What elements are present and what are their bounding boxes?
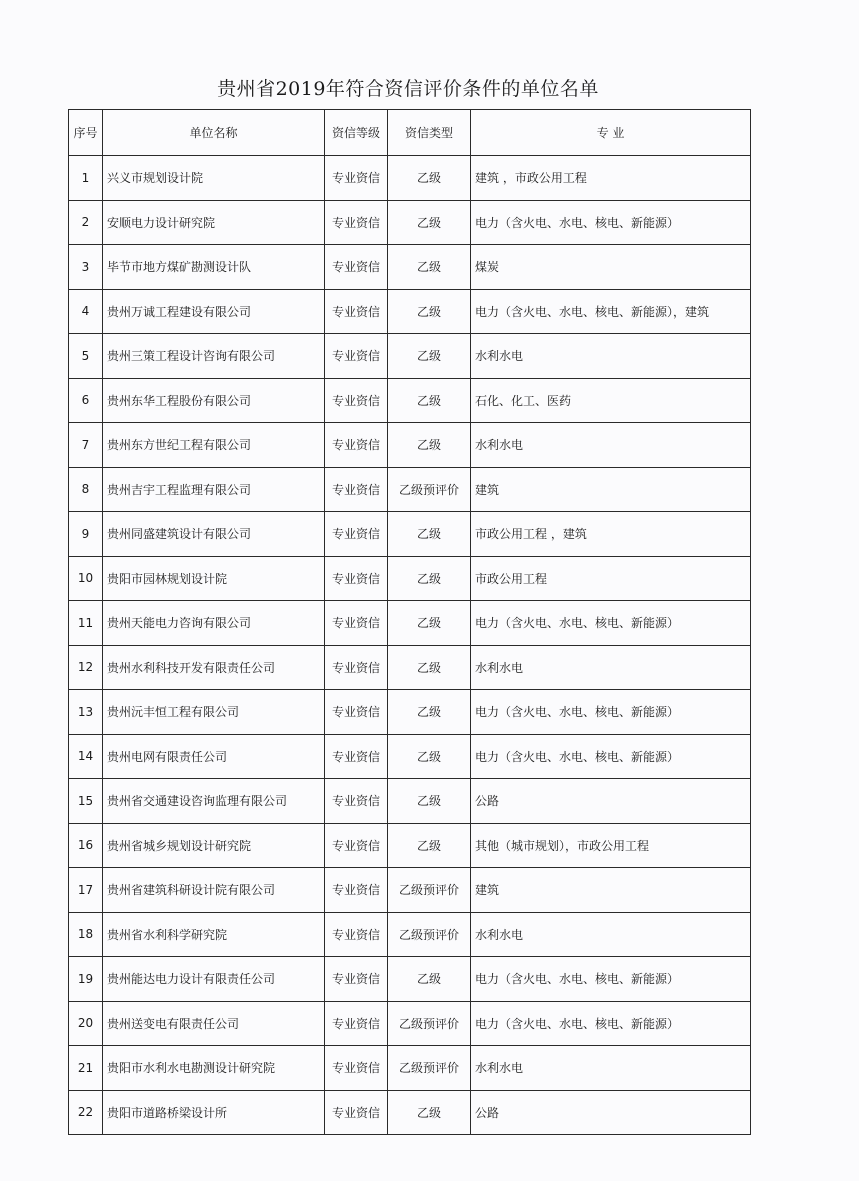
cell-unit-name: 贵州电网有限责任公司 (103, 734, 325, 779)
cell-no: 18 (69, 912, 103, 957)
cell-credit-type: 乙级预评价 (388, 912, 471, 957)
cell-major: 电力（含火电、水电、核电、新能源） (471, 1001, 751, 1046)
cell-credit-level: 专业资信 (325, 378, 388, 423)
cell-credit-level: 专业资信 (325, 690, 388, 735)
cell-credit-level: 专业资信 (325, 957, 388, 1002)
cell-credit-level: 专业资信 (325, 1046, 388, 1091)
cell-unit-name: 贵州东华工程股份有限公司 (103, 378, 325, 423)
cell-credit-type: 乙级 (388, 289, 471, 334)
table-row (69, 1001, 751, 1046)
cell-credit-level: 专业资信 (325, 779, 388, 824)
cell-unit-name: 贵州天能电力咨询有限公司 (103, 601, 325, 646)
cell-no: 6 (69, 378, 103, 423)
cell-major: 石化、化工、医药 (471, 378, 751, 423)
table-row (69, 378, 751, 423)
table-row (69, 156, 751, 201)
cell-major: 水利水电 (471, 912, 751, 957)
cell-unit-name: 贵阳市园林规划设计院 (103, 556, 325, 601)
cell-no: 1 (69, 156, 103, 201)
cell-no: 11 (69, 601, 103, 646)
cell-major: 公路 (471, 779, 751, 824)
cell-major: 电力（含火电、水电、核电、新能源） (471, 200, 751, 245)
table-row (69, 690, 751, 735)
cell-no: 22 (69, 1090, 103, 1135)
cell-no: 4 (69, 289, 103, 334)
cell-credit-level: 专业资信 (325, 645, 388, 690)
cell-credit-type: 乙级 (388, 734, 471, 779)
table-header-row (69, 110, 751, 156)
cell-credit-type: 乙级 (388, 779, 471, 824)
cell-credit-level: 专业资信 (325, 601, 388, 646)
cell-credit-type: 乙级 (388, 200, 471, 245)
cell-credit-type: 乙级 (388, 334, 471, 379)
table-row (69, 912, 751, 957)
header-type: 资信类型 (388, 110, 471, 156)
cell-major: 水利水电 (471, 423, 751, 468)
cell-no: 14 (69, 734, 103, 779)
cell-credit-type: 乙级 (388, 378, 471, 423)
table-row (69, 1090, 751, 1135)
cell-no: 20 (69, 1001, 103, 1046)
cell-credit-level: 专业资信 (325, 423, 388, 468)
cell-unit-name: 贵阳市道路桥梁设计所 (103, 1090, 325, 1135)
table-row (69, 334, 751, 379)
cell-unit-name: 贵州东方世纪工程有限公司 (103, 423, 325, 468)
cell-credit-level: 专业资信 (325, 156, 388, 201)
cell-credit-level: 专业资信 (325, 823, 388, 868)
cell-unit-name: 贵州能达电力设计有限责任公司 (103, 957, 325, 1002)
cell-major: 水利水电 (471, 645, 751, 690)
cell-major: 建筑 (471, 467, 751, 512)
cell-no: 8 (69, 467, 103, 512)
header-no: 序号 (69, 110, 103, 156)
header-level: 资信等级 (325, 110, 388, 156)
table-row (69, 245, 751, 290)
cell-credit-level: 专业资信 (325, 334, 388, 379)
cell-credit-type: 乙级 (388, 601, 471, 646)
cell-no: 19 (69, 957, 103, 1002)
cell-credit-level: 专业资信 (325, 1090, 388, 1135)
cell-no: 17 (69, 868, 103, 913)
cell-credit-level: 专业资信 (325, 512, 388, 557)
cell-unit-name: 安顺电力设计研究院 (103, 200, 325, 245)
cell-major: 电力（含火电、水电、核电、新能源） (471, 601, 751, 646)
cell-credit-type: 乙级预评价 (388, 467, 471, 512)
cell-major: 电力（含火电、水电、核电、新能源） (471, 734, 751, 779)
cell-credit-type: 乙级 (388, 690, 471, 735)
cell-credit-type: 乙级预评价 (388, 1046, 471, 1091)
cell-major: 水利水电 (471, 1046, 751, 1091)
cell-credit-type: 乙级 (388, 556, 471, 601)
cell-major: 水利水电 (471, 334, 751, 379)
table-row (69, 512, 751, 557)
cell-no: 7 (69, 423, 103, 468)
table-row (69, 868, 751, 913)
cell-unit-name: 贵州三策工程设计咨询有限公司 (103, 334, 325, 379)
cell-credit-type: 乙级 (388, 156, 471, 201)
cell-no: 9 (69, 512, 103, 557)
unit-list-table (68, 109, 751, 1135)
cell-unit-name: 贵州送变电有限责任公司 (103, 1001, 325, 1046)
cell-major: 电力（含火电、水电、核电、新能源），建筑 (471, 289, 751, 334)
cell-major: 建筑 ，市政公用工程 (471, 156, 751, 201)
cell-unit-name: 贵阳市水利水电勘测设计研究院 (103, 1046, 325, 1091)
cell-credit-type: 乙级 (388, 645, 471, 690)
cell-major: 电力（含火电、水电、核电、新能源） (471, 957, 751, 1002)
cell-major: 建筑 (471, 868, 751, 913)
cell-no: 21 (69, 1046, 103, 1091)
cell-credit-type: 乙级 (388, 823, 471, 868)
cell-unit-name: 贵州同盛建筑设计有限公司 (103, 512, 325, 557)
cell-major: 公路 (471, 1090, 751, 1135)
table-row (69, 645, 751, 690)
cell-credit-level: 专业资信 (325, 1001, 388, 1046)
cell-no: 10 (69, 556, 103, 601)
table-row (69, 779, 751, 824)
cell-unit-name: 贵州省交通建设咨询监理有限公司 (103, 779, 325, 824)
cell-unit-name: 贵州沅丰恒工程有限公司 (103, 690, 325, 735)
cell-credit-type: 乙级 (388, 423, 471, 468)
table-row (69, 467, 751, 512)
cell-credit-level: 专业资信 (325, 289, 388, 334)
cell-unit-name: 贵州省建筑科研设计院有限公司 (103, 868, 325, 913)
cell-no: 2 (69, 200, 103, 245)
cell-unit-name: 兴义市规划设计院 (103, 156, 325, 201)
cell-major: 电力（含火电、水电、核电、新能源） (471, 690, 751, 735)
table-row (69, 601, 751, 646)
cell-credit-level: 专业资信 (325, 912, 388, 957)
cell-credit-type: 乙级 (388, 957, 471, 1002)
cell-unit-name: 贵州吉宇工程监理有限公司 (103, 467, 325, 512)
table-row (69, 734, 751, 779)
table-row (69, 823, 751, 868)
cell-unit-name: 贵州省水利科学研究院 (103, 912, 325, 957)
header-name: 单位名称 (103, 110, 325, 156)
table-row (69, 289, 751, 334)
cell-credit-type: 乙级预评价 (388, 1001, 471, 1046)
table-row (69, 957, 751, 1002)
cell-no: 3 (69, 245, 103, 290)
cell-unit-name: 贵州万诚工程建设有限公司 (103, 289, 325, 334)
table-row (69, 556, 751, 601)
cell-credit-level: 专业资信 (325, 868, 388, 913)
cell-credit-type: 乙级预评价 (388, 868, 471, 913)
cell-credit-level: 专业资信 (325, 556, 388, 601)
cell-unit-name: 贵州省城乡规划设计研究院 (103, 823, 325, 868)
table-row (69, 423, 751, 468)
cell-credit-type: 乙级 (388, 245, 471, 290)
cell-major: 其他（城市规划），市政公用工程 (471, 823, 751, 868)
header-major: 专 业 (471, 110, 751, 156)
cell-no: 12 (69, 645, 103, 690)
cell-credit-type: 乙级 (388, 1090, 471, 1135)
cell-credit-level: 专业资信 (325, 734, 388, 779)
cell-credit-level: 专业资信 (325, 245, 388, 290)
cell-no: 15 (69, 779, 103, 824)
cell-credit-level: 专业资信 (325, 200, 388, 245)
cell-major: 煤炭 (471, 245, 751, 290)
table-body (69, 156, 751, 1135)
cell-major: 市政公用工程 (471, 556, 751, 601)
cell-no: 13 (69, 690, 103, 735)
cell-unit-name: 贵州水利科技开发有限责任公司 (103, 645, 325, 690)
cell-major: 市政公用工程 ，建筑 (471, 512, 751, 557)
cell-credit-level: 专业资信 (325, 467, 388, 512)
cell-unit-name: 毕节市地方煤矿勘测设计队 (103, 245, 325, 290)
table-row (69, 1046, 751, 1091)
document-title: 贵州省2019年符合资信评价条件的单位名单 (217, 78, 599, 100)
cell-no: 5 (69, 334, 103, 379)
table-row (69, 200, 751, 245)
cell-no: 16 (69, 823, 103, 868)
cell-credit-type: 乙级 (388, 512, 471, 557)
